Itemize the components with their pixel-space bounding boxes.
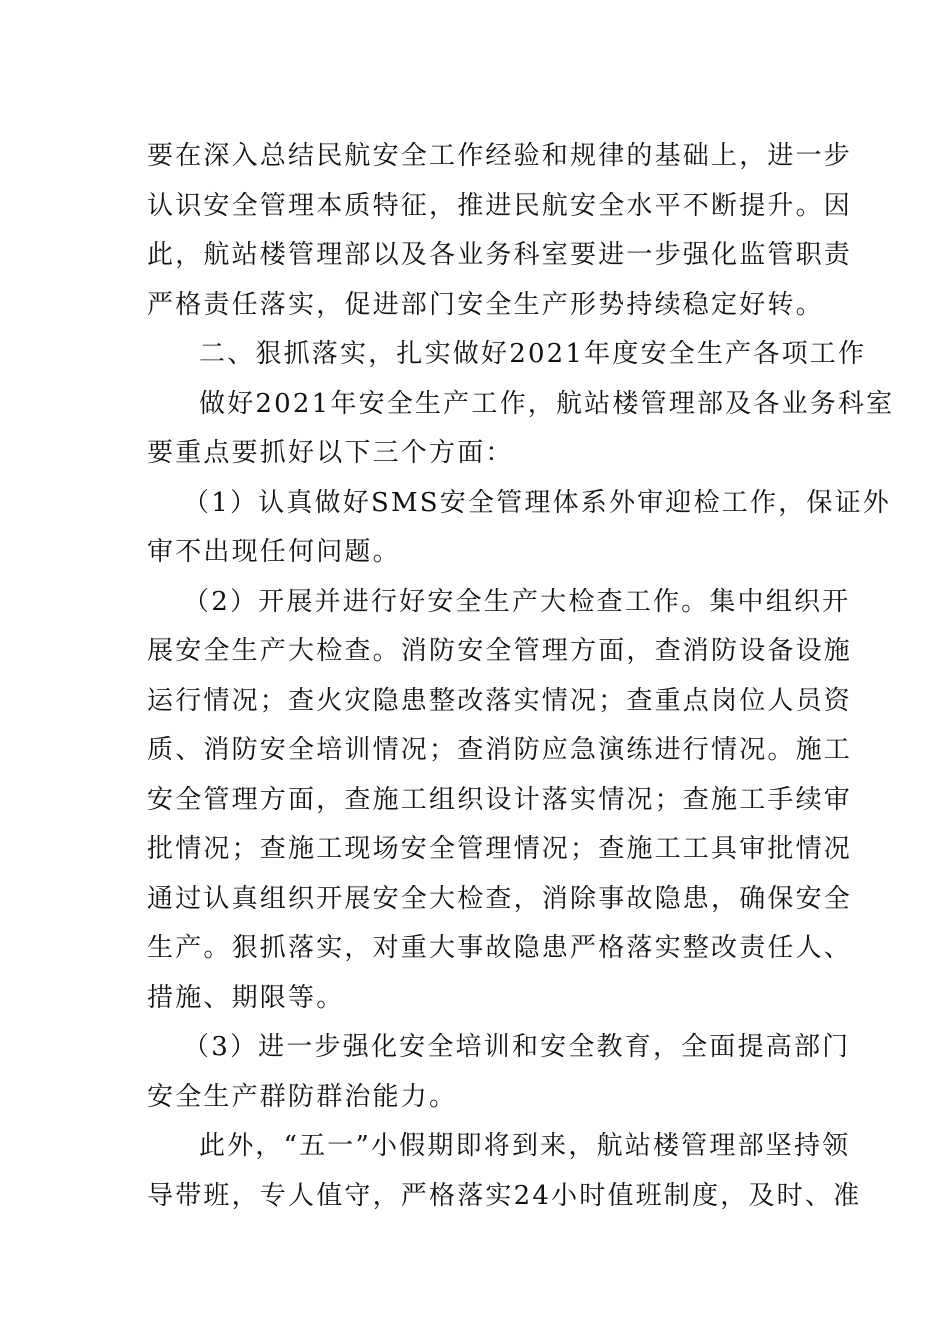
list-item: （2）开展并进行好安全生产大检查工作。集中组织开 <box>183 586 851 617</box>
list-item: （3）进一步强化安全培训和安全教育，全面提高部门 <box>183 1032 851 1062</box>
list-item: （1）认真做好SMS安全管理体系外审迎检工作，保证外 <box>183 487 891 518</box>
text-line: 质、消防安全培训情况；查消防应急演练进行情况。施工 <box>147 735 853 765</box>
text-line: 做好2021年安全生产工作，航站楼管理部及各业务科室 <box>199 388 895 419</box>
text-line: 生产。狠抓落实，对重大事故隐患严格落实整改责任人、 <box>147 933 853 963</box>
text-line: 导带班，专人值守，严格落实24小时值班制度，及时、准 <box>147 1180 862 1211</box>
text-line: 批情况；查施工现场安全管理情况；查施工工具审批情况 <box>147 834 853 864</box>
text-line: 安全管理方面，查施工组织设计落实情况；查施工手续审 <box>147 784 853 815</box>
text-line: 认识安全管理本质特征，推进民航安全水平不断提升。因 <box>147 190 853 221</box>
text-line: 通过认真组织开展安全大检查，消除事故隐患，确保安全 <box>147 883 853 914</box>
text-line: 严格责任落实，促进部门安全生产形势持续稳定好转。 <box>147 289 824 320</box>
text-line: 此，航站楼管理部以及各业务科室要进一步强化监管职责 <box>147 240 853 270</box>
text-line: 要在深入总结民航安全工作经验和规律的基础上，进一步 <box>147 141 853 171</box>
document-body <box>147 132 895 1221</box>
text-line: 要重点要抓好以下三个方面： <box>147 438 514 468</box>
text-line: 运行情况；查火灾隐患整改落实情况；查重点岗位人员资 <box>147 685 853 716</box>
section-heading: 二、狠抓落实，扎实做好2021年度安全生产各项工作 <box>199 339 867 369</box>
text-line: 措施、期限等。 <box>147 982 345 1013</box>
text-line: 安全生产群防群治能力。 <box>147 1081 458 1112</box>
text-line: 展安全生产大检查。消防安全管理方面，查消防设备设施 <box>147 636 853 666</box>
text-line: 审不出现任何问题。 <box>147 537 401 567</box>
text-line: 此外，“五一”小假期即将到来，航站楼管理部坚持领 <box>199 1131 851 1161</box>
